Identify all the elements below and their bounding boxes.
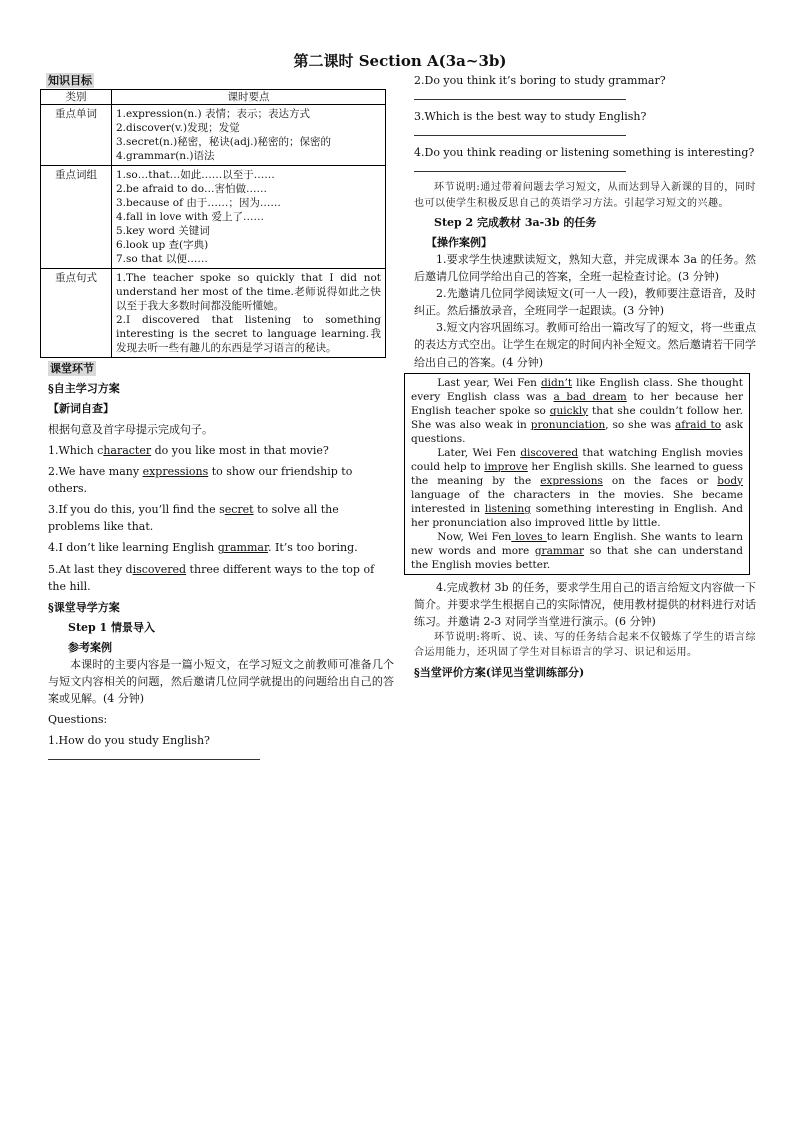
operation-2: 2.先邀请几位同学阅读短文(可一人一段)，教师要注意语音，及时纠正。然后播放录音，全班同学一起跟读。(3 分钟) [414, 287, 756, 318]
passage-text: language of the characters in the movies. She became interested in [411, 488, 743, 515]
table-point-item: 1.expression(n.) 表情；表示；表达方式 [116, 108, 310, 121]
passage-blank-answer: listening [484, 502, 532, 515]
passage-blank-answer: a bad dream [553, 390, 627, 403]
evaluation-title: §当堂评价方案(详见当堂训练部分) [414, 665, 585, 679]
sentence-text: 4.I don’t like learning English [48, 541, 218, 555]
step1-paragraph: 本课时的主要内容是一篇小短文，在学习短文之前教师可准备几个与短文内容相关的问题，然后邀请几位同学就提出的问题给出自己的答案或见解。(4 分钟) [48, 657, 394, 705]
question-1: 1.How do you study English? [48, 733, 210, 747]
passage-text: ask questions. [411, 418, 743, 445]
table-points-cell [112, 105, 386, 166]
passage-text: her English skills. She learned to guess the meaning by the [411, 460, 743, 487]
table-point-item: 6.look up 查(字典) [116, 239, 209, 252]
answer-line-4 [414, 161, 626, 172]
table-point-item: 1.The teacher spoke so quickly that I did not understand her most of the time.老师说得如此之快以至于我大多数时间都没能听懂她。 [116, 272, 381, 313]
new-word-sentence [48, 561, 394, 595]
question-2: 2.Do you think it’s boring to study grammar? [414, 74, 666, 87]
section-tag-knowledge: 知识目标 [48, 74, 92, 87]
new-word-sentence [48, 501, 394, 535]
passage-paragraph [411, 376, 743, 446]
sentence-text: do you like most in that movie? [151, 444, 329, 458]
step1-title: Step 1 情景导入 [68, 620, 156, 634]
table-category-cell: 重点单词 [41, 105, 112, 166]
sentence-text: 3.If you do this, you’ll find the s [48, 503, 225, 517]
passage-text: Now, Wei Fen [437, 530, 512, 543]
new-words-title: 【新词自查】 [48, 402, 114, 416]
table-points-cell [112, 269, 386, 358]
passage-text: that watching English movies could help to [411, 446, 744, 473]
section-tag-class: 课堂环节 [50, 362, 94, 376]
passage-blank-answer: discovered [520, 446, 579, 459]
answer-line-2 [414, 89, 626, 100]
operation-case-title: 【操作案例】 [426, 236, 492, 250]
passage-blank-answer: quickly [549, 404, 589, 417]
table-header-points: 课时要点 [112, 90, 386, 105]
passage-text: Last year, Wei Fen [437, 376, 541, 389]
table-point-item: 3.because of 由于……；因为…… [116, 197, 281, 210]
passage-text: to her because her English teacher spoke so [411, 390, 743, 417]
underlined-answer: grammar [217, 541, 269, 555]
table-point-item: 5.key word 关键词 [116, 225, 210, 238]
operation-4: 4.完成教材 3b 的任务，要求学生用自己的语言给短文内容做一下简介。并要求学生根据自己的实际情况，使用教材提供的材料进行对话练习。并邀请 2-3 对同学当堂进行演示。(6 分钟) [414, 580, 756, 628]
question-3: 3.Which is the best way to study English? [414, 110, 647, 124]
table-point-item: 4.grammar(n.)语法 [116, 150, 215, 163]
sentence-text: 2.We have many [48, 465, 143, 479]
self-study-title: §自主学习方案 [48, 382, 120, 396]
table-point-item: 2.I discovered that listening to something interesting is the secret to language learning.我发现去听一些有趣儿的东西是学习语言的秘诀。 [116, 314, 381, 355]
passage-text: like English class. She thought every English class was [411, 376, 743, 403]
passage-text: so that she can understand the English movies better. [411, 544, 743, 571]
table-header-category: 类别 [41, 90, 112, 105]
question-4: 4.Do you think reading or listening something is interesting? [414, 146, 755, 160]
passage-blank-answer: afraid to [675, 418, 722, 431]
sentence-text: 1.Which c [48, 444, 104, 458]
table-row [41, 269, 386, 358]
table-point-item: 3.secret(n.)秘密，秘诀(adj.)秘密的；保密的 [116, 136, 332, 149]
table-category-cell: 重点词组 [41, 166, 112, 269]
right-column [411, 72, 756, 681]
passage-blank-answer: loves [511, 530, 547, 543]
passage-text: that she couldn’t follow her. She was also weak in [411, 404, 744, 431]
sentence-text: to solve all the problems like that. [48, 503, 339, 534]
table-row [41, 105, 386, 166]
section-note-1: 环节说明:通过带着问题去学习短文，从而达到导入新课的目的，同时也可以使学生积极反思自己的英语学习方法。引起学习短文的兴趣。 [414, 182, 756, 209]
table-point-item: 4.fall in love with 爱上了…… [116, 211, 265, 224]
new-word-sentence [48, 463, 394, 497]
table-points-cell [112, 166, 386, 269]
passage-paragraph [411, 530, 743, 572]
passage-blank-answer: improve [484, 460, 528, 473]
passage-paragraph [411, 446, 743, 530]
underlined-answer: ecret [224, 503, 254, 517]
cloze-passage-box [404, 373, 750, 575]
new-word-sentence [48, 442, 394, 459]
passage-blank-answer: pronunciation [530, 418, 606, 431]
passage-text: something interesting in English. And her pronunciation also improved little by little. [411, 502, 743, 529]
left-column [48, 72, 394, 768]
passage-text: , so she was [605, 418, 676, 431]
answer-line-1 [48, 749, 260, 760]
table-point-item: 7.so that 以便…… [116, 253, 208, 266]
knowledge-table [40, 89, 386, 358]
step2-title: Step 2 完成教材 3a-3b 的任务 [434, 216, 597, 230]
new-word-sentence [48, 539, 394, 556]
table-category-cell: 重点句式 [41, 269, 112, 358]
guided-study-title: §课堂导学方案 [48, 600, 120, 614]
passage-blank-answer: body [717, 474, 743, 487]
sentence-text: 5.At last they d [48, 562, 133, 576]
new-words-instruction: 根据句意及首字母提示完成句子。 [48, 423, 213, 437]
underlined-answer: haracter [103, 444, 152, 458]
operation-3: 3.短文内容巩固练习。教师可给出一篇改写了的短文，将一些重点的表达方式空出。让学生在规定的时间内补全短文。然后邀请若干同学给出自己的答案。(4 分钟) [414, 321, 756, 369]
operation-1: 1.要求学生快速默读短文，熟知大意，并完成课本 3a 的任务。然后邀请几位同学给出自己的答案，全班一起检查讨论。(3 分钟) [414, 253, 756, 284]
sentence-text: . It’s too boring. [268, 541, 358, 555]
section-note-2: 环节说明:将听、说、读、写的任务结合起来不仅锻炼了学生的语言综合运用能力，还巩固了学生对目标语言的学习、识记和运用。 [414, 631, 756, 659]
new-words-list [48, 442, 394, 594]
passage-blank-answer: expressions [540, 474, 603, 487]
table-point-item: 2.be afraid to do…害怕做…… [116, 183, 268, 196]
table-point-item: 2.discover(v.)发现；发觉 [116, 122, 240, 135]
page-title: 第二课时 Section A(3a~3b) [293, 52, 507, 70]
underlined-answer: expressions [142, 465, 209, 479]
sentence-text: three different ways to the top of the hill. [48, 562, 375, 593]
answer-line-3 [414, 125, 626, 136]
underlined-answer: iscovered [132, 562, 187, 576]
table-point-item: 1.so…that…如此……以至于…… [116, 169, 275, 182]
passage-blank-answer: grammar [534, 544, 585, 557]
reference-case-title: 参考案例 [68, 640, 112, 654]
passage-text: to learn English. She wants to learn new words and more [411, 530, 744, 557]
sentence-text: to show our friendship to others. [48, 465, 353, 496]
table-row [41, 166, 386, 269]
passage-blank-answer: didn’t [540, 376, 573, 389]
questions-label: Questions: [48, 712, 108, 726]
passage-text: on the faces or [602, 474, 718, 487]
passage-text: Later, Wei Fen [437, 446, 521, 459]
